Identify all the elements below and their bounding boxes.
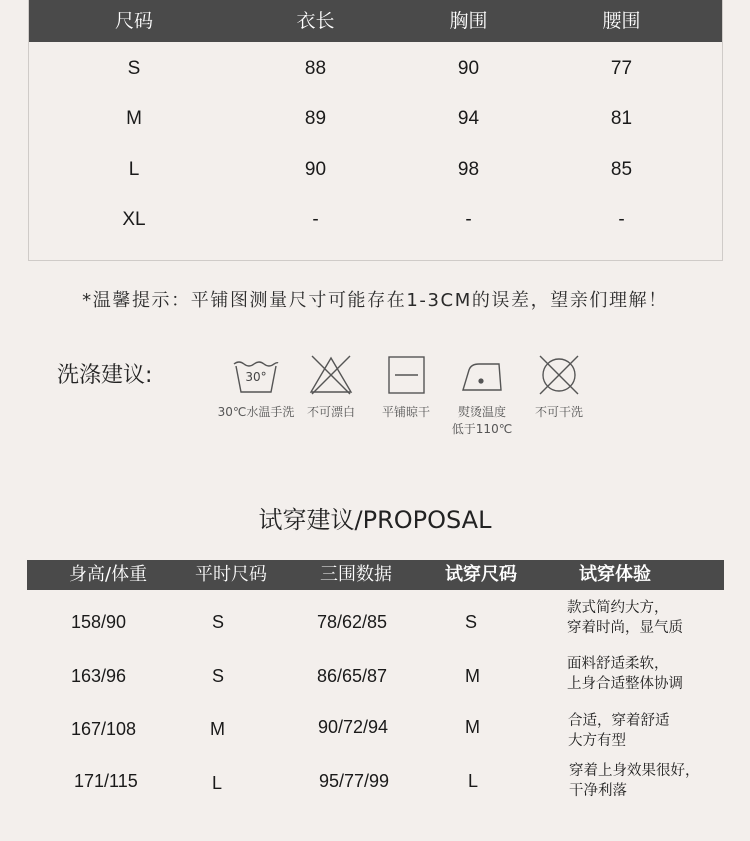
wash-temp-label: 30°: [245, 370, 267, 384]
cell-experience: 合适，穿着舒适 大方有型: [568, 713, 670, 749]
header-measurements: 三围数据: [320, 564, 392, 585]
size-table: [28, 0, 723, 261]
wash-label: 不可漂白: [306, 405, 355, 419]
wash-item: [526, 354, 592, 421]
cell-waist: 77: [610, 58, 633, 79]
table-row: [29, 159, 722, 181]
wash-item: [374, 354, 438, 421]
measurement-tip: *温馨提示：平铺图测量尺寸可能存在1-3CM的误差，望亲们理解！: [82, 290, 668, 311]
proposal-table-header: [27, 560, 724, 590]
wash-title: 洗涤建议:: [57, 363, 153, 388]
flat-dry-icon: [385, 354, 427, 396]
cell-usual-size: M: [210, 719, 225, 739]
cell-height-weight: 158/90: [71, 612, 127, 632]
header-experience: 试穿体验: [579, 564, 651, 585]
cell-height-weight: 167/108: [71, 719, 137, 739]
cell-measurements: 86/65/87: [317, 666, 388, 686]
cell-length: 89: [304, 108, 327, 129]
wash-item: [213, 354, 299, 421]
cell-size: XL: [122, 209, 146, 230]
no-dry-clean-icon: [536, 354, 582, 396]
header-height-weight: 身高/体重: [69, 564, 148, 585]
cell-height-weight: 171/115: [74, 771, 138, 791]
cell-usual-size: L: [212, 773, 223, 793]
cell-size: L: [128, 159, 140, 180]
cell-bust: -: [465, 209, 472, 230]
header-waist: 腰围: [602, 10, 641, 32]
cell-bust: 94: [457, 108, 480, 129]
size-table-header: [29, 0, 722, 42]
cell-tried-size: S: [465, 612, 478, 632]
cell-size: M: [126, 108, 142, 129]
wash-item: [448, 354, 516, 438]
header-length: 衣长: [296, 10, 335, 32]
cell-waist: -: [618, 209, 625, 230]
hand-wash-30-icon: [231, 354, 281, 396]
cell-experience: 面料舒适柔软， 上身合适整体协调: [567, 656, 683, 692]
wash-label: 不可干洗: [534, 405, 583, 419]
wash-label-2: 低于110℃: [451, 422, 513, 436]
proposal-title: 试穿建议/PROPOSAL: [258, 506, 492, 534]
cell-length: -: [312, 209, 319, 230]
cell-bust: 98: [457, 159, 480, 180]
cell-bust: 90: [457, 58, 480, 79]
cell-measurements: 78/62/85: [317, 612, 388, 632]
no-bleach-icon: [308, 354, 354, 396]
cell-size: S: [127, 58, 141, 79]
cell-usual-size: S: [212, 612, 225, 632]
wash-label: 熨烫温度: [457, 405, 506, 419]
table-row: [29, 108, 722, 130]
cell-waist: 85: [610, 159, 633, 180]
cell-height-weight: 163/96: [71, 666, 127, 686]
wash-label: 30℃水温手洗: [217, 405, 295, 419]
header-usual-size: 平时尺码: [195, 564, 267, 585]
wash-item: [298, 354, 364, 421]
cell-tried-size: M: [465, 666, 480, 686]
cell-waist: 81: [610, 108, 633, 129]
cell-experience: 款式简约大方， 穿着时尚，显气质: [567, 600, 683, 636]
table-row: [29, 58, 722, 80]
table-row: [29, 209, 722, 231]
cell-tried-size: M: [465, 717, 480, 737]
cell-length: 90: [304, 159, 327, 180]
header-bust: 胸围: [449, 10, 488, 32]
header-tried-size: 试穿尺码: [445, 564, 517, 585]
iron-low-icon: [459, 354, 505, 396]
cell-measurements: 95/77/99: [319, 771, 390, 791]
cell-measurements: 90/72/94: [318, 717, 389, 737]
cell-usual-size: S: [212, 666, 225, 686]
cell-tried-size: L: [468, 771, 479, 791]
cell-length: 88: [304, 58, 327, 79]
wash-label: 平铺晾干: [381, 405, 430, 419]
cell-experience: 穿着上身效果很好， 干净利落: [569, 763, 700, 799]
header-size: 尺码: [114, 10, 153, 32]
